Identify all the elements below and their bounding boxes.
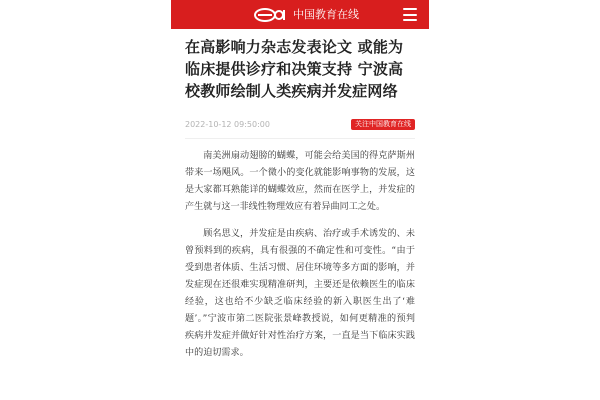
hamburger-menu-icon[interactable] (403, 8, 417, 21)
site-name: 中国教育在线 (293, 8, 359, 21)
eol-logo-icon (253, 7, 287, 23)
publish-time: 2022-10-12 09:50:00 (185, 120, 270, 129)
top-bar (171, 0, 429, 29)
article-title: 在高影响力杂志发表论文 或能为临床提供诊疗和决策支持 宁波高校教师绘制人类疾病并发症网络 (185, 38, 404, 100)
mobile-article-view (171, 0, 429, 400)
article-paragraph: 南美洲扇动翅膀的蝴蝶，可能会给美国的得克萨斯州带来一场飓风。一个微小的变化就能影响事物的发展，这是大家都耳熟能详的蝴蝶效应，然而在医学上，并发症的产生就与这一非线性物理效应有着异曲同工之处。 (185, 151, 415, 212)
site-logo[interactable] (253, 5, 383, 25)
divider (185, 138, 415, 139)
follow-button[interactable]: 关注中国教育在线 (351, 119, 415, 130)
article-paragraph: 顾名思义，并发症是由疾病、治疗或手术诱发的、未曾预料到的疾病，具有很强的不确定性和可变性。“由于受到患者体质、生活习惯、居住环境等多方面的影响，并发症现在还很难实现精准研判，主要还是依赖医生的临床经验，这也给不少缺乏临床经验的新入职医生出了‘难题’。”宁波市第二医院张景峰教授说，如何更精准的预判疾病并发症并做好针对性治疗方案，一直是当下临床实践中的迫切需求。 (185, 229, 415, 358)
article-body (185, 148, 415, 372)
article-meta (185, 119, 415, 133)
